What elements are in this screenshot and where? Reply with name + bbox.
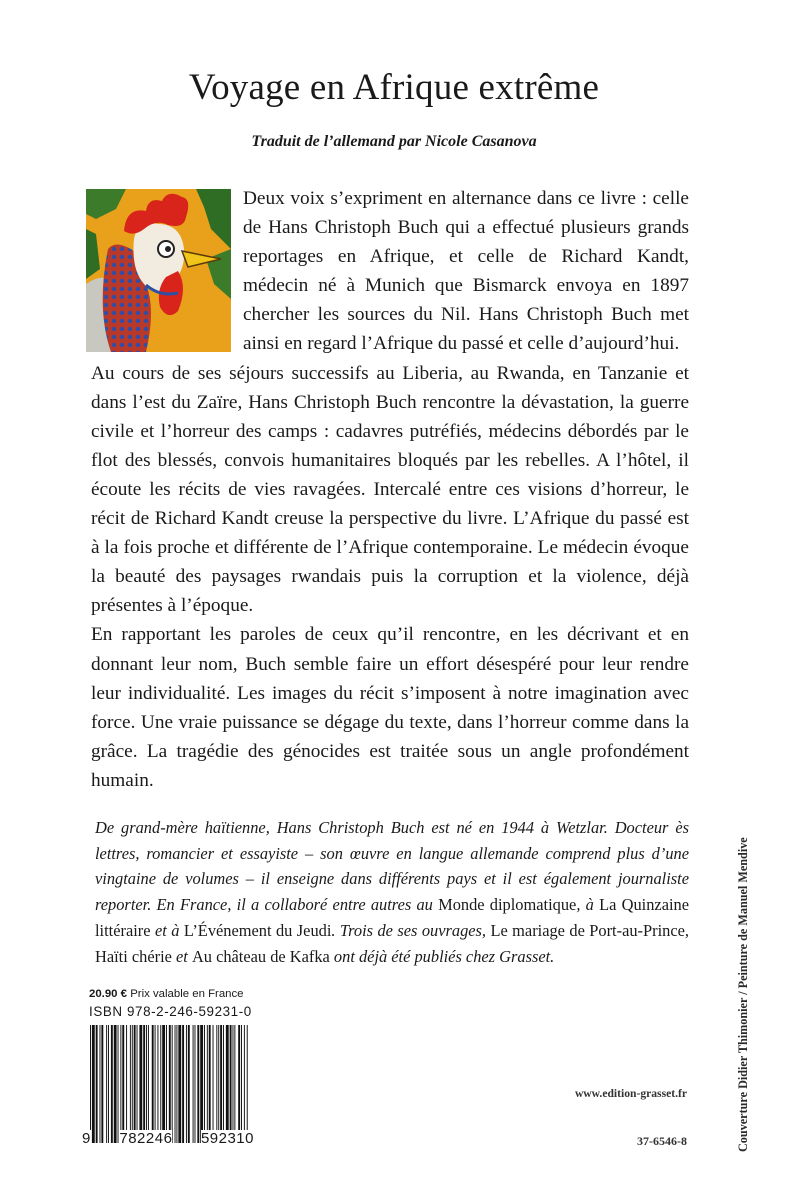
blurb-section [91,184,689,795]
publisher-website: www.edition-grasset.fr [574,1087,687,1100]
blurb-paragraph-2: Au cours de ses séjours successifs au Liberia, au Rwanda, en Tanzanie et dans l’est du Zaïre, Hans Christoph Buch rencontre la dévastation, la guerre civile et l’horreur des camps : cadavres putréfiés, médecins débordés par le flot des blessés, convois humanitaires bloqués par les rebelles. A l’hôtel, il écoute les récits de vies ravagées. Intercalé entre ces visions d’horreur, le récit de Richard Kandt creuse la perspective du livre. L’Afrique du passé est à la fois proche et différente de l’Afrique contemporaine. Le médecin évoque la beauté des paysages rwandais puis la corruption et la violence, déjà présentes à l’époque. [91,362,689,617]
book-title: Voyage en Afrique extrême [188,67,600,108]
blurb-paragraph-3: En rapportant les paroles de ceux qu’il rencontre, en les décrivant et en donnant leur nom, Buch semble faire un effort désespéré pour leur rendre leur individualité. Les images du récit s’imposent à notre imagination avec force. Une vraie puissance se dégage du texte, dans l’horreur comme dans la grâce. La tragédie des génocides est traitée sous un angle profondément humain. [91,624,689,791]
product-code: 37-6546-8 [637,1134,687,1148]
price-amount: 20.90 € [89,988,128,1000]
barcode-digit-group-1: 782246 [119,1130,173,1147]
isbn-number: ISBN 978-2-246-59231-0 [89,1004,252,1019]
cover-credits: Couverture Didier Thimonier / Peinture de Manuel Mendive [736,837,750,1152]
author-bio: De grand-mère haïtienne, Hans Christoph Buch est né en 1944 à Wetzlar. Docteur ès lettres, romancier et essayiste – son œuvre en langue allemande comprend plus d’une vingtaine de volumes – il enseigne dans différents pays et il est également journaliste reporter. En France, il a collaboré entre autres au Monde diplomatique, à La Quinzaine littéraire et à L’Événement du Jeudi. Trois de ses ouvrages, Le mariage de Port-au-Prince, Haïti chérie et Au château de Kafka ont déjà été publiés chez Grasset. [95,818,689,966]
blurb-paragraph-1: Deux voix s’expriment en alternance dans ce livre : celle de Hans Christoph Buch qui a effectué plusieurs grands reportages en Afrique, et celle de Richard Kandt, médecin né à Munich que Bismarck envoya en 1897 chercher les sources du Nil. Hans Christoph Buch met ainsi en regard l’Afrique du passé et celle d’aujourd’hui. [243,188,689,355]
translator-credit: Traduit de l’allemand par Nicole Casanova [251,133,537,150]
barcode [88,1025,249,1143]
barcode-digits [82,1130,254,1147]
barcode-digit-first: 9 [82,1130,91,1147]
price-label: Prix valable en France [130,988,244,1000]
barcode-digit-group-2: 592310 [200,1130,254,1147]
price-info [89,988,244,1000]
